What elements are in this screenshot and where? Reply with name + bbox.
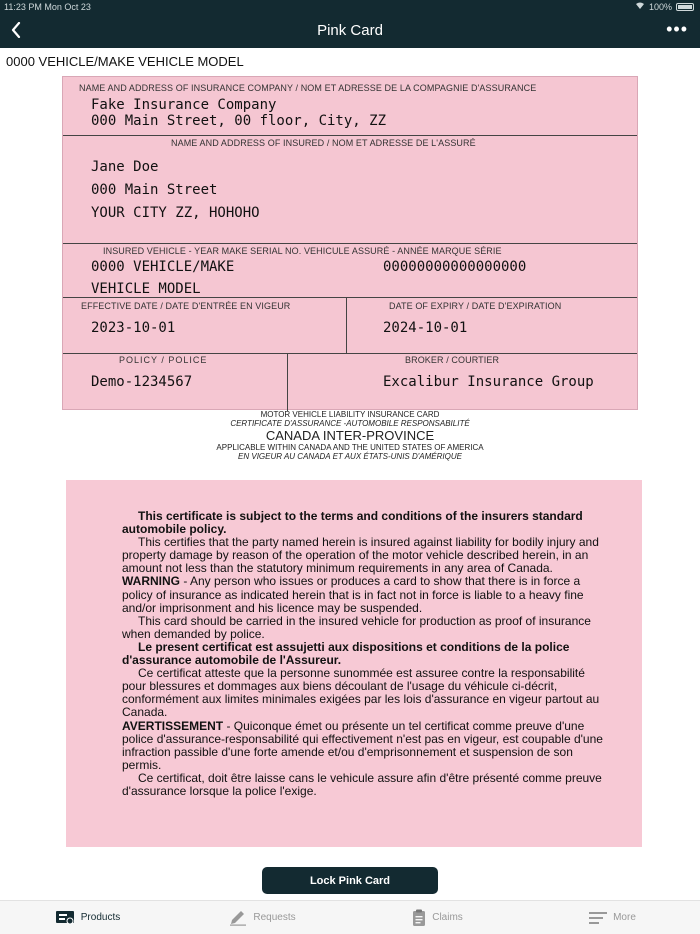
warning-heading: WARNING — [122, 574, 180, 589]
products-icon — [55, 910, 75, 926]
pen-icon — [229, 910, 247, 926]
battery-percent: 100% — [648, 2, 672, 12]
status-time: 11:23 PM Mon Oct 23 — [4, 2, 91, 12]
card-note-line: CERTIFICATE D'ASSURANCE -AUTOMOBILE RESPONSABILITÉ — [230, 419, 470, 428]
insurer-label: NAME AND ADDRESS OF INSURANCE COMPANY / NOM ET ADRESSE DE LA COMPAGNIE D'ASSURANCE — [79, 83, 537, 93]
tab-claims[interactable] — [350, 901, 525, 934]
card-terms — [66, 480, 642, 847]
terms-paragraph: This certifies that the party named herein is insured against liability for bodily injury and property damage by reason of the operation of the motor vehicle described herein, in an amount not less than the statutory minimum requirements in any area of Canada. — [122, 535, 599, 576]
terms-paragraph: This card should be carried in the insured vehicle for production as proof of insurance when demanded by police. — [122, 613, 591, 641]
tab-label: Claims — [432, 912, 463, 923]
terms-paragraph — [122, 575, 608, 614]
broker-name: Excalibur Insurance Group — [383, 374, 594, 390]
terms-paragraph — [122, 720, 608, 772]
divider — [346, 297, 347, 354]
tab-requests[interactable] — [175, 901, 350, 934]
vehicle-model: VEHICLE MODEL — [91, 281, 201, 297]
lock-pink-card-button[interactable]: Lock Pink Card — [262, 867, 438, 894]
broker-label: BROKER / COURTIER — [405, 355, 500, 365]
terms-paragraph: This certificate is subject to the terms and conditions of the insurers standard automobile policy. — [122, 509, 583, 537]
tab-label: Products — [80, 912, 121, 923]
terms-paragraph: Ce certificat atteste que la personne sunommée est assuree contre la responsabilité pour blessures et dommages aux biens découlant de l'usage du véhicule ci-décrit, conformément aux limites minimales exigées par les lois d'assurance en vigeur partout au Canada. — [122, 666, 600, 720]
policy-label: POLICY / POLICE — [119, 355, 208, 365]
terms-paragraph: Ce certificat, doit être laisse cans le vehicule assure afin d'être présenté comme preuve d'assurance lorsque la police l'exige. — [122, 770, 602, 798]
card-note-title: CANADA INTER-PROVINCE — [265, 428, 435, 443]
insurer-name: Fake Insurance Company — [91, 97, 277, 113]
effective-date-label: EFFECTIVE DATE / DATE D'ENTRÉE EN VIGEUR — [81, 301, 291, 311]
effective-date: 2023-10-01 — [91, 320, 176, 336]
tab-bar — [0, 900, 700, 934]
menu-icon — [589, 911, 607, 925]
vehicle-label: INSURED VEHICLE - YEAR MAKE SERIAL NO. VEHICULE ASSURÉ - ANNÉE MARQUE SÉRIE — [103, 246, 502, 256]
divider — [63, 353, 637, 354]
card-note-line: EN VIGEUR AU CANADA ET AUX ÉTATS-UNIS D'AMÉRIQUE — [238, 452, 462, 461]
header-bar — [0, 0, 700, 48]
divider — [63, 135, 637, 136]
card-footnote — [62, 410, 638, 461]
status-right — [635, 2, 694, 12]
tab-label: Requests — [253, 912, 296, 923]
clipboard-icon — [412, 909, 426, 927]
card-note-line: APPLICABLE WITHIN CANADA AND THE UNITED STATES OF AMERICA — [216, 443, 484, 452]
divider — [63, 243, 637, 244]
divider — [287, 353, 288, 411]
page-title: Pink Card — [317, 22, 383, 39]
battery-icon — [676, 3, 694, 11]
more-options-button[interactable]: ••• — [666, 19, 688, 39]
insurer-address: 000 Main Street, 00 floor, City, ZZ — [91, 113, 387, 129]
insured-city: YOUR CITY ZZ, HOHOHO — [91, 205, 260, 221]
wifi-icon — [635, 2, 645, 12]
expiry-date: 2024-10-01 — [383, 320, 468, 336]
insured-label: NAME AND ADDRESS OF INSURED / NOM ET ADRESSE DE L'ASSURÉ — [171, 138, 476, 148]
vehicle-make: 0000 VEHICLE/MAKE — [91, 259, 235, 275]
warning-text: - Any person who issues or produces a card to show that there is in force a policy of insurance as indicated herein that is in fact not in force is liable to a heavy fine and/or imprisonment and his licence may be suspended. — [122, 574, 584, 615]
card-note-line: MOTOR VEHICLE LIABILITY INSURANCE CARD — [260, 410, 440, 419]
tab-products[interactable] — [0, 901, 175, 934]
avertissement-heading: AVERTISSEMENT — [122, 718, 224, 733]
insured-name: Jane Doe — [91, 159, 159, 175]
tab-more[interactable] — [525, 901, 700, 934]
vehicle-subtitle: 0000 VEHICLE/MAKE VEHICLE MODEL — [6, 54, 244, 69]
tab-label: More — [613, 912, 636, 923]
expiry-date-label: DATE OF EXPIRY / DATE D'EXPIRATION — [389, 301, 562, 311]
policy-number: Demo-1234567 — [91, 374, 193, 390]
terms-paragraph: Le present certificat est assujetti aux dispositions et conditions de la police d'assurance automobile de l'Assureur. — [122, 639, 570, 668]
vehicle-serial: 00000000000000000 — [383, 259, 527, 275]
insured-street: 000 Main Street — [91, 182, 218, 198]
pink-card — [62, 76, 638, 410]
avertissement-text: - Quiconque émet ou présente un tel certificat comme preuve d'une police d'assurance-responsabilité qui effectivement n'est pas en vigeur, est coupable d'une infraction passible d'une forte amende et/ou d'emprisonnement et suspension de son permis. — [122, 718, 603, 772]
divider — [63, 297, 637, 298]
